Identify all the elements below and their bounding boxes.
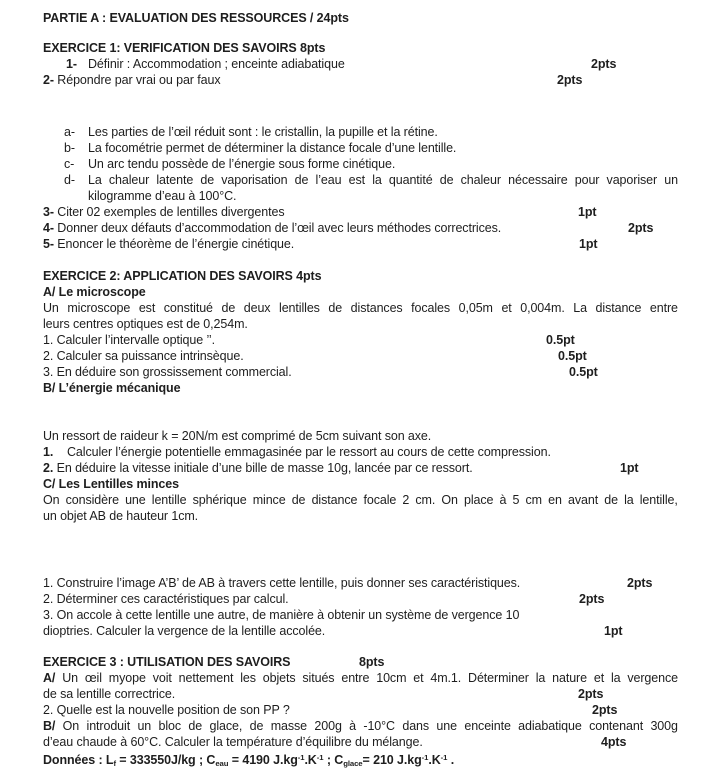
text-segment: 2. Quelle est la nouvelle position de son PP ? [43,703,290,717]
text-segment: ; C [323,752,344,767]
text-word: quantité [388,173,433,187]
text-word: avant [567,493,599,507]
text-segment: Un arc tendu possède de l’énergie sous forme cinétique. [88,157,396,171]
text-word: une [125,493,146,507]
text-word: cm [525,493,542,507]
text-segment: PARTIE A : EVALUATION DES RESSOURCES / 24pts [43,11,349,25]
text-word: lentille [151,493,187,507]
points-badge: 2pts [591,57,617,71]
text-word: de [249,719,264,733]
text-segment: 2- [43,73,54,87]
points-badge: 2pts [628,221,654,235]
text-segment: 5- [43,237,54,251]
text-word: contenant [589,719,644,733]
text-word: à [499,493,507,507]
text-word: de [604,493,618,507]
text-word: place [463,493,494,507]
text-word: la [624,493,634,507]
text-word: On [62,719,80,733]
text-word: -10°C [363,719,395,733]
text-word: 4m.1. [430,671,462,685]
text-word: et [593,671,605,685]
text-segment: 3- [43,205,54,219]
text-segment: = 210 J.kg [362,752,422,767]
partie-a-title [0,10,720,26]
text-segment: -1 [421,753,429,762]
points-badge: 2pts [579,592,605,606]
text-word: constitué [163,301,213,315]
text-segment: = 4190 J.kg [228,752,298,767]
text-word: focales [411,301,451,315]
text-word: La [573,301,587,315]
text-word: enceinte [464,719,511,733]
text-segment: eau [215,758,229,768]
text-word: la [535,671,546,685]
text-word: entre [649,301,678,315]
text-segment: Un ressort de raideur k = 20N/m est comprimé de 5cm suivant son axe. [43,429,432,443]
ex3-glace-line1 [0,718,720,734]
ex1-item-b [0,140,720,156]
text-segment: glace [343,758,363,768]
points-badge: 0.5pt [558,349,587,363]
text-word: entre [341,671,370,685]
ex2-ressort-intro [0,428,720,444]
ex2-section-b-energie [0,380,720,396]
text-word: 2 [402,493,410,507]
ex2-ressort-q2 [0,460,720,476]
text-segment: En déduire la vitesse initiale d’une bille de masse 10g, lancée par ce ressort. [53,461,473,475]
text-word: 200g [314,719,342,733]
text-word: de [221,301,236,315]
text-segment: C/ Les Lentilles minces [43,477,179,491]
text-word: de [200,173,215,187]
points-badge: 0.5pt [546,333,575,347]
text-segment: EXERCICE 2: APPLICATION DES SAVOIRS 4pts [43,269,322,283]
text-word: à [349,719,357,733]
ex3-glace-line2 [0,734,720,750]
ex2-section-a-microscope [0,284,720,300]
ex2-lentille-q3-line2 [0,623,720,639]
text-segment: Données : L [43,752,114,767]
list-marker: 1. [43,445,54,459]
text-word: dans [402,719,430,733]
ex2-lentille-line2 [0,508,720,524]
points-badge: 2pts [592,703,618,717]
text-segment: 2. Déterminer ces caractéristiques par calcul. [43,592,289,606]
text-word: adiabatique [518,719,582,733]
text-word: œil [84,671,102,685]
text-word: et [501,301,512,315]
points-badge: 1pt [579,237,598,251]
ex1-q3-citer [0,204,720,220]
exercice-1-heading [0,40,720,56]
ex2-lentille-q2 [0,591,720,607]
ex1-q1-definir [0,56,720,72]
text-segment: .K [304,752,317,767]
text-word: pour [574,173,600,187]
text-segment: de sa lentille correctrice. [43,687,176,701]
ex2-micro-q2 [0,348,720,364]
text-word: Un [62,671,78,685]
text-word: 0,05m [458,301,493,315]
text-word: focale [363,493,397,507]
text-word: en [548,493,562,507]
text-word: glace, [209,719,243,733]
list-marker: c- [64,157,75,171]
ex1-q4-donner [0,220,720,236]
text-segment: leurs centres optiques est de 0,254m. [43,317,248,331]
text-word: deux [243,301,271,315]
ex3-oeil-q2 [0,702,720,718]
text-segment: 4- [43,221,54,235]
text-segment: d’eau chaude à 60°C. Calculer la température d’équilibre du mélange. [43,735,423,749]
ex2-microscope-line1 [0,300,720,316]
list-marker: d- [64,173,75,187]
text-word: 0,004m. [520,301,565,315]
ex2-lentille-q3-line1 [0,607,720,623]
text-word: un [664,173,678,187]
ex2-lentille-q1 [0,575,720,591]
ex2-ressort-q1 [0,444,720,460]
text-word: masse [270,719,308,733]
text-word: A/ [43,671,56,685]
points-badge: 1pt [604,624,623,638]
text-segment: Calculer l’énergie potentielle emmagasinée par le ressort au cours de cette compression. [67,445,551,459]
text-word: de [439,173,454,187]
text-word: B/ [43,719,56,733]
text-word: introduit [86,719,131,733]
points-badge: 0.5pt [569,365,598,379]
text-word: lentilles [279,301,320,315]
text-segment: Citer 02 exemples de lentilles divergentes [53,205,285,219]
ex1-item-d-line2 [0,188,720,204]
text-word: myope [108,671,146,685]
text-word: la [372,173,382,187]
text-word: On [441,493,458,507]
list-marker: b- [64,141,75,155]
text-word: chaleur [460,173,501,187]
text-word: la [610,671,621,685]
text-word: et [413,671,424,685]
text-word: microscope [67,301,131,315]
text-word: est [348,173,366,187]
ex2-micro-q3 [0,364,720,380]
text-word: objets [262,671,296,685]
text-segment: La focométrie permet de déterminer la distance focale d’une lentille. [88,141,457,155]
ex1-item-a [0,124,720,140]
text-word: vaporisation [221,173,288,187]
ex3-donnees [0,750,720,766]
text-word: 5 [512,493,520,507]
points-badge: 1pt [578,205,597,219]
text-word: distance [311,493,358,507]
text-segment: . [447,752,455,767]
points-badge: 2pts [627,576,653,590]
text-segment: 2. Calculer sa puissance intrinsèque. [43,349,244,363]
text-segment: f [113,758,116,768]
points-badge: 8pts [359,655,385,669]
text-word: considère [65,493,119,507]
text-word: 10cm [376,671,407,685]
text-segment: Donner deux défauts d’accommodation de l’œil avec leurs méthodes correctrices. [53,221,502,235]
text-word: nécessaire [508,173,568,187]
text-word: latente [156,173,194,187]
text-word: de [294,173,309,187]
text-word: voit [152,671,172,685]
text-word: de [328,301,343,315]
text-word: situés [302,671,335,685]
ex2-micro-q1 [0,332,720,348]
text-word: On [43,493,60,507]
ex1-q5-enoncer [0,236,720,252]
text-word: de [291,493,306,507]
ex2-lentille-line1 [0,492,720,508]
ex3-oeil-line2 [0,686,720,702]
text-segment: 2. [43,461,54,475]
text-segment: = 333550J/kg ; C [115,752,216,767]
text-segment: 1. Construire l’image A’B’ de AB à travers cette lentille, puis donner ses caractéristiques. [43,576,521,590]
points-badge: 2pts [578,687,604,701]
text-word: l’eau [315,173,342,187]
points-badge: 1pt [620,461,639,475]
text-segment: 3. On accole à cette lentille une autre, de manière à obtenir un système de vergence 10 [43,608,520,622]
ex1-q2-repondre [0,72,720,88]
text-segment: 1. Calculer l’intervalle optique ’’. [43,333,215,347]
ex1-item-d-line1 [0,172,720,188]
text-word: les [240,671,256,685]
text-word: est [138,301,156,315]
text-segment: A/ Le microscope [43,285,146,299]
ex3-oeil-line1 [0,670,720,686]
text-word: cm. [415,493,436,507]
points-badge: 2pts [557,73,583,87]
text-word: chaleur [108,173,150,187]
text-word: bloc [158,719,182,733]
text-segment: -1 [440,753,448,762]
text-word: Déterminer [468,671,529,685]
text-segment: EXERCICE 3 : UTILISATION DES SAVOIRS [43,655,291,669]
text-word: lentille, [639,493,678,507]
text-word: Un [43,301,59,315]
text-segment: un objet AB de hauteur 1cm. [43,509,199,523]
text-segment: dioptries. Calculer la vergence de la lentille accolée. [43,624,326,638]
exercice-3-heading [0,654,720,670]
ex2-microscope-line2 [0,316,720,332]
text-segment: Enoncer le théorème de l’énergie cinétique. [53,237,295,251]
exercice-2-heading [0,268,720,284]
ex2-section-c-lentilles [0,476,720,492]
text-segment: Les parties de l’œil réduit sont : le cristallin, la pupille et la rétine. [88,125,438,139]
points-badge: 4pts [601,735,627,749]
text-word: nettement [178,671,234,685]
text-word: d- La [64,173,102,187]
text-word: sphérique [192,493,247,507]
text-segment: Répondre par vrai ou par faux [53,73,221,87]
text-word: distance [595,301,642,315]
text-word: mince [252,493,286,507]
text-segment: 3. En déduire son grossissement commercial. [43,365,292,379]
text-word: vaporiser [606,173,658,187]
ex1-item-c [0,156,720,172]
text-segment: kilogramme d’eau à 100°C. [88,189,237,203]
text-segment: -1 [297,753,305,762]
text-segment: -1 [316,753,324,762]
text-word: nature [552,671,587,685]
list-marker: 1- [66,57,77,71]
text-segment: .K [428,752,441,767]
text-segment: Définir : Accommodation ; enceinte adiabatique [88,57,345,71]
text-word: vergence [627,671,678,685]
text-word: distances [350,301,403,315]
text-word: un [137,719,152,733]
text-word: une [436,719,457,733]
text-segment: EXERCICE 1: VERIFICATION DES SAVOIRS 8pts [43,41,326,55]
list-marker: a- [64,125,75,139]
text-word: 300g [650,719,678,733]
text-segment: B/ L’énergie mécanique [43,381,181,395]
text-word: de [188,719,203,733]
